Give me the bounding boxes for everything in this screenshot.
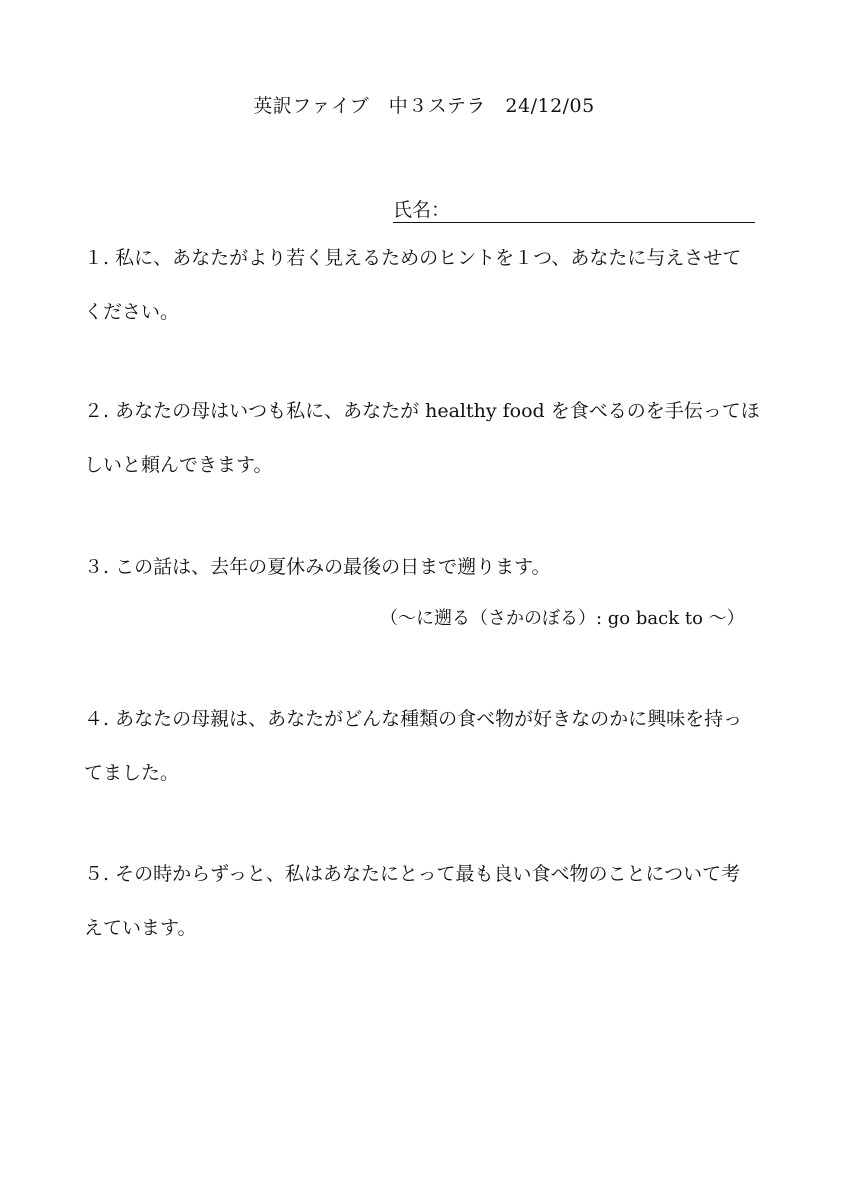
question-3-line-1: ３. この話は、去年の夏休みの最後の日まで遡ります。 — [84, 556, 551, 578]
question-5 — [84, 847, 774, 955]
name-underline — [393, 222, 755, 223]
question-3 — [84, 540, 774, 594]
page-title: 英訳ファイブ 中３ステラ 24/12/05 — [253, 95, 595, 117]
question-1-line-2: ください。 — [84, 301, 180, 323]
question-5-line-1: ５. その時からずっと、私はあなたにとって最も良い食べ物のことについて考 — [84, 863, 741, 885]
question-2 — [84, 384, 774, 492]
name-label: 氏名： — [393, 199, 451, 221]
question-1-line-1: １. 私に、あなたがより若く見えるためのヒントを１つ、あなたに与えさせて — [84, 247, 742, 269]
question-4 — [84, 692, 774, 800]
question-5-line-2: えています。 — [84, 917, 197, 939]
question-3-hint: （〜に遡る（さかのぼる）: go back to 〜） — [380, 608, 745, 629]
question-2-line-1: ２. あなたの母はいつも私に、あなたが healthy food を食べるのを手伝ってほ — [84, 400, 760, 422]
question-2-line-2: しいと頼んできます。 — [84, 454, 273, 476]
question-1 — [84, 231, 774, 339]
name-field[interactable] — [393, 196, 755, 226]
question-4-line-1: ４. あなたの母親は、あなたがどんな種類の食べ物が好きなのかに興味を持っ — [84, 708, 743, 730]
question-4-line-2: てました。 — [84, 762, 180, 784]
